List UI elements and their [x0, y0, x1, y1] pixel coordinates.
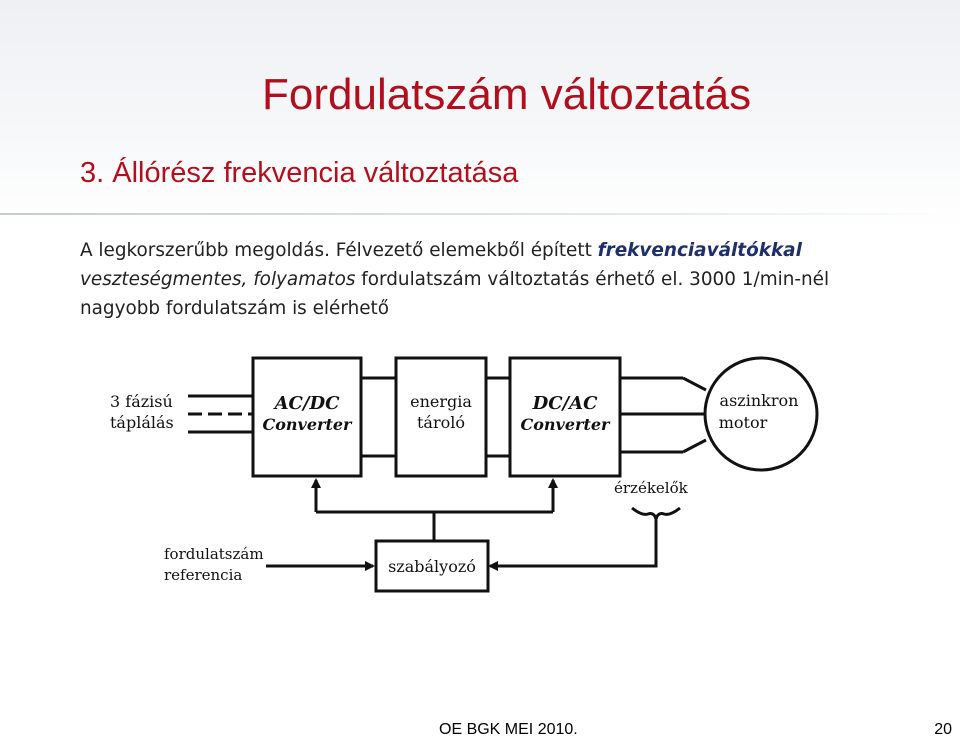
header-divider: [0, 213, 960, 215]
footer-text: OE BGK MEI 2010.: [439, 721, 578, 738]
slide-subtitle: 3. Állórész frekvencia változtatása: [80, 157, 519, 189]
block-diagram-svg: [108, 348, 820, 610]
body-text-part1: A legkorszerűbb megoldás. Félvezető elemekből épített: [80, 240, 598, 261]
page-number: 20: [934, 721, 952, 738]
acdc-label-line2: Converter: [262, 415, 352, 434]
storage-label-line1: energia: [410, 392, 472, 411]
supply-label-line2: táplálás: [110, 413, 174, 432]
sensors-label: érzékelők: [614, 479, 688, 497]
body-highlight: frekvenciaváltókkal: [597, 240, 802, 261]
dc-link-right: [486, 378, 510, 456]
dcac-label-line2: Converter: [520, 415, 610, 434]
slide-title: Fordulatszám változtatás: [262, 70, 752, 119]
controller-label: szabályozó: [388, 557, 476, 576]
reference-label-line1: fordulatszám: [164, 545, 264, 563]
reference-label-line2: referencia: [164, 566, 243, 584]
supply-lines: [188, 396, 253, 432]
motor-label-line1: aszinkron: [719, 391, 799, 410]
block-diagram: [108, 348, 820, 610]
supply-label-line1: 3 fázisú: [110, 392, 173, 411]
acdc-label-line1: AC/DC: [274, 393, 340, 414]
motor-label-line2: motor: [718, 413, 768, 432]
sensors-brace: [632, 508, 680, 519]
motor-feed-lines: [620, 378, 706, 452]
body-italic: veszteségmentes, folyamatos: [80, 269, 356, 290]
storage-label-line2: tároló: [417, 413, 465, 432]
dcac-label-line1: DC/AC: [532, 393, 598, 414]
body-text-part3: fordulatszám változtatás érhető el. 3000 1/min-nél nagyobb fordulatszám is elérhető: [80, 269, 830, 319]
body-paragraph: [80, 236, 900, 323]
dc-link-left: [361, 378, 396, 456]
